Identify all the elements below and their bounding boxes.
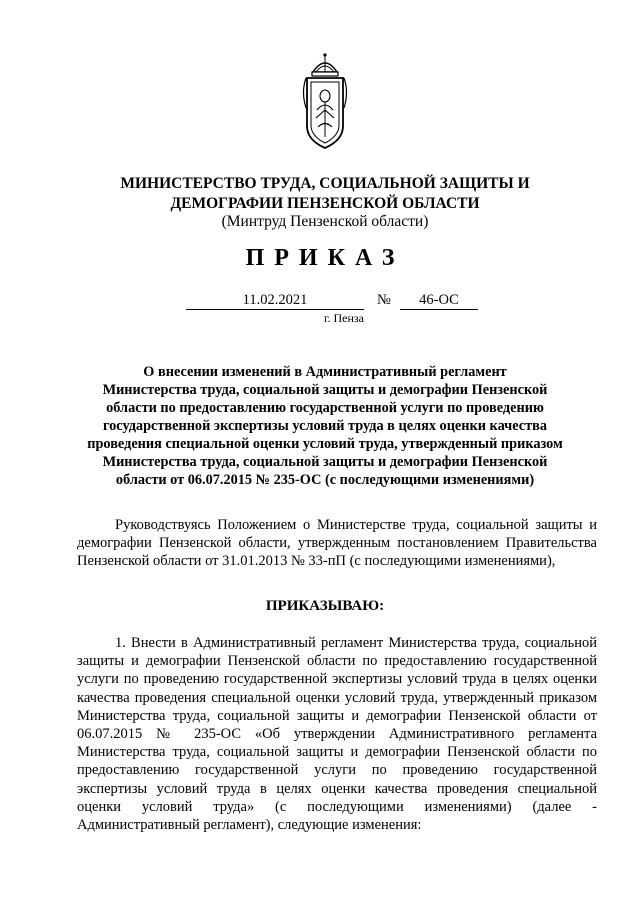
- title-line: области от 06.07.2015 № 235-ОС (с последующими изменениями): [115, 472, 535, 488]
- document-date: 11.02.2021: [186, 292, 364, 310]
- ministry-line-2: ДЕМОГРАФИИ ПЕНЗЕНСКОЙ ОБЛАСТИ: [170, 195, 480, 212]
- number-sign: №: [377, 292, 391, 308]
- document-type-heading: ПРИКАЗ: [245, 245, 405, 271]
- title-line: Министерства труда, социальной защиты и демографии Пензенской: [102, 454, 548, 470]
- document-number: 46-ОС: [400, 292, 478, 310]
- title-line: области по предоставлению государственной услуги по проведению: [106, 400, 544, 416]
- ministry-line-1: МИНИСТЕРСТВО ТРУДА, СОЦИАЛЬНОЙ ЗАЩИТЫ И: [120, 175, 530, 192]
- ministry-abbreviation: (Минтруд Пензенской области): [221, 213, 429, 230]
- preamble-paragraph: Руководствуясь Положением о Министерстве труда, социальной защиты и демографии Пензенской области, утвержденным постановлением Правительства Пензенской области от 31.01.2013 № 33-пП (с последующими изменениями),: [77, 517, 597, 570]
- title-line: Министерства труда, социальной защиты и демографии Пензенской: [102, 382, 548, 398]
- document-title: [75, 363, 575, 489]
- title-line: проведения специальной оценки условий труда, утвержденный приказом: [87, 436, 563, 452]
- document-city: г. Пенза: [323, 311, 364, 325]
- penza-region-coat-of-arms-icon: [300, 52, 350, 150]
- item-1-paragraph: 1. Внести в Административный регламент Министерства труда, социальной защиты и демографии Пензенской области по предоставлению государственной услуги по проведению государственной экспертизы условий труда в целях оценки качества проведения специальной оценки условий труда, утвержденный приказом Министерства труда, социальной защиты и демографии Пензенской области от 06.07.2015 № 235-ОС «Об утверждении Административного регламента Министерства труда, социальной защиты и демографии Пензенской области по предоставлению государственной услуги по проведению государственной экспертизы условий труда в целях оценки качества проведения специальной оценки условий труда» (с последующими изменениями) (далее - Административный регламент), следующие изменения:: [77, 635, 597, 834]
- order-heading: ПРИКАЗЫВАЮ:: [265, 598, 385, 614]
- ministry-name: [60, 174, 590, 214]
- title-line: О внесении изменений в Административный регламент: [143, 364, 507, 380]
- title-line: государственной экспертизы условий труда в целях оценки качества: [103, 418, 547, 434]
